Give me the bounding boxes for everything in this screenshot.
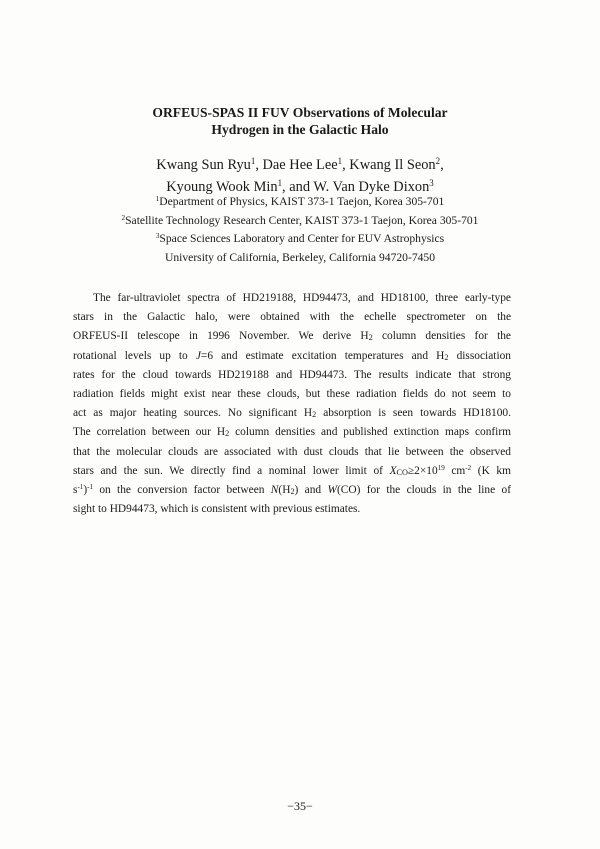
page-number: −35− bbox=[287, 799, 313, 813]
abstract-line: stars and the sun. We directly find a nominal lower limit of $X_{CO}\ge 2\times 10^{19}$ $cm^{-2}$ (K km bbox=[73, 463, 511, 477]
title-line-1: ORFEUS-SPAS II FUV Observations of Molecular bbox=[152, 105, 448, 120]
abstract-line: The correlation between our $H_2$ column densities and published extinction maps confirm bbox=[73, 426, 512, 439]
abstract bbox=[73, 289, 511, 519]
affiliation-mark: 1 bbox=[155, 195, 160, 204]
subscript: 2 bbox=[225, 429, 230, 439]
affiliation-mark: 1 bbox=[250, 156, 256, 167]
author-name: Dae Hee Lee bbox=[262, 157, 338, 173]
affiliation-text: Space Sciences Laboratory and Center for EUV Astrophysics bbox=[159, 232, 445, 245]
affiliation-mark: 3 bbox=[155, 232, 160, 241]
author-name: Kwang Sun Ryu bbox=[156, 157, 251, 173]
subscript: 2 bbox=[368, 333, 373, 343]
abstract-line: rates for the cloud towards HD219188 and HD94473. The results indicate that strong bbox=[73, 368, 511, 381]
affiliation-text: Satellite Technology Research Center, KAIST 373-1 Taejon, Korea 305-701 bbox=[125, 213, 479, 227]
abstract-line: that the molecular clouds are associated with dust clouds that lie between the observed bbox=[73, 445, 511, 458]
subscript: 2 bbox=[444, 352, 449, 362]
abstract-line: stars in the Galactic halo, were obtained with the echelle spectrometer on the bbox=[73, 311, 511, 324]
affiliation-line bbox=[60, 212, 540, 231]
affiliation-mark: 3 bbox=[429, 178, 434, 189]
author-line-2: Kyoung Wook Min$^1$, and W. Van Dyke Dixon$^3$ bbox=[166, 178, 434, 195]
author-list bbox=[60, 154, 540, 198]
abstract-line: rotational levels up to J=6 and estimate excitation temperatures and $H_2$ dissociation bbox=[73, 349, 511, 362]
affiliation-mark: 1 bbox=[277, 178, 283, 189]
author-conjunction: and bbox=[289, 179, 311, 195]
affiliation-mark: 1 bbox=[337, 156, 343, 167]
affiliation-mark: 2 bbox=[121, 213, 126, 222]
author-line-1: Kwang Sun Ryu$^1$, Dae Hee Lee$^1$, Kwang Il Seon$^2$, bbox=[156, 156, 444, 173]
subscript: 2 bbox=[312, 410, 317, 420]
title-line-2: Hydrogen in the Galactic Halo bbox=[211, 122, 389, 137]
abstract-line: sight to HD94473, which is consistent with previous estimates. bbox=[73, 503, 361, 516]
affiliation-list bbox=[60, 193, 540, 267]
affiliation-line bbox=[60, 230, 540, 249]
abstract-line: ORFEUS-II telescope in 1996 November. We derive $H_2$ column densities for the bbox=[73, 330, 511, 343]
author-name: W. Van Dyke Dixon bbox=[313, 179, 430, 195]
abstract-line: $s^{-1})^{-1}$ on the conversion factor between $N(H_2)$ and W(CO) for the clouds in the line of bbox=[73, 483, 511, 497]
affiliation-line bbox=[60, 193, 540, 212]
affiliation-mark: 2 bbox=[435, 156, 441, 167]
abstract-line: act as major heating sources. No significant $H_2$ absorption is seen towards HD18100. bbox=[73, 407, 511, 420]
affiliation-line bbox=[60, 249, 540, 268]
affiliation-text: University of California, Berkeley, California 94720-7450 bbox=[164, 250, 436, 264]
author-name: Kyoung Wook Min bbox=[166, 179, 278, 195]
paper-title bbox=[60, 104, 540, 138]
abstract-line: radiation fields might exist near these clouds, but these radiation fields do not seem to bbox=[73, 387, 511, 400]
affiliation-text: Department of Physics, KAIST 373-1 Taejon, Korea 305-701 bbox=[159, 195, 445, 208]
abstract-line: The far-ultraviolet spectra of HD219188, HD94473, and HD18100, three early-type bbox=[93, 292, 511, 304]
author-name: Kwang Il Seon bbox=[349, 157, 436, 173]
